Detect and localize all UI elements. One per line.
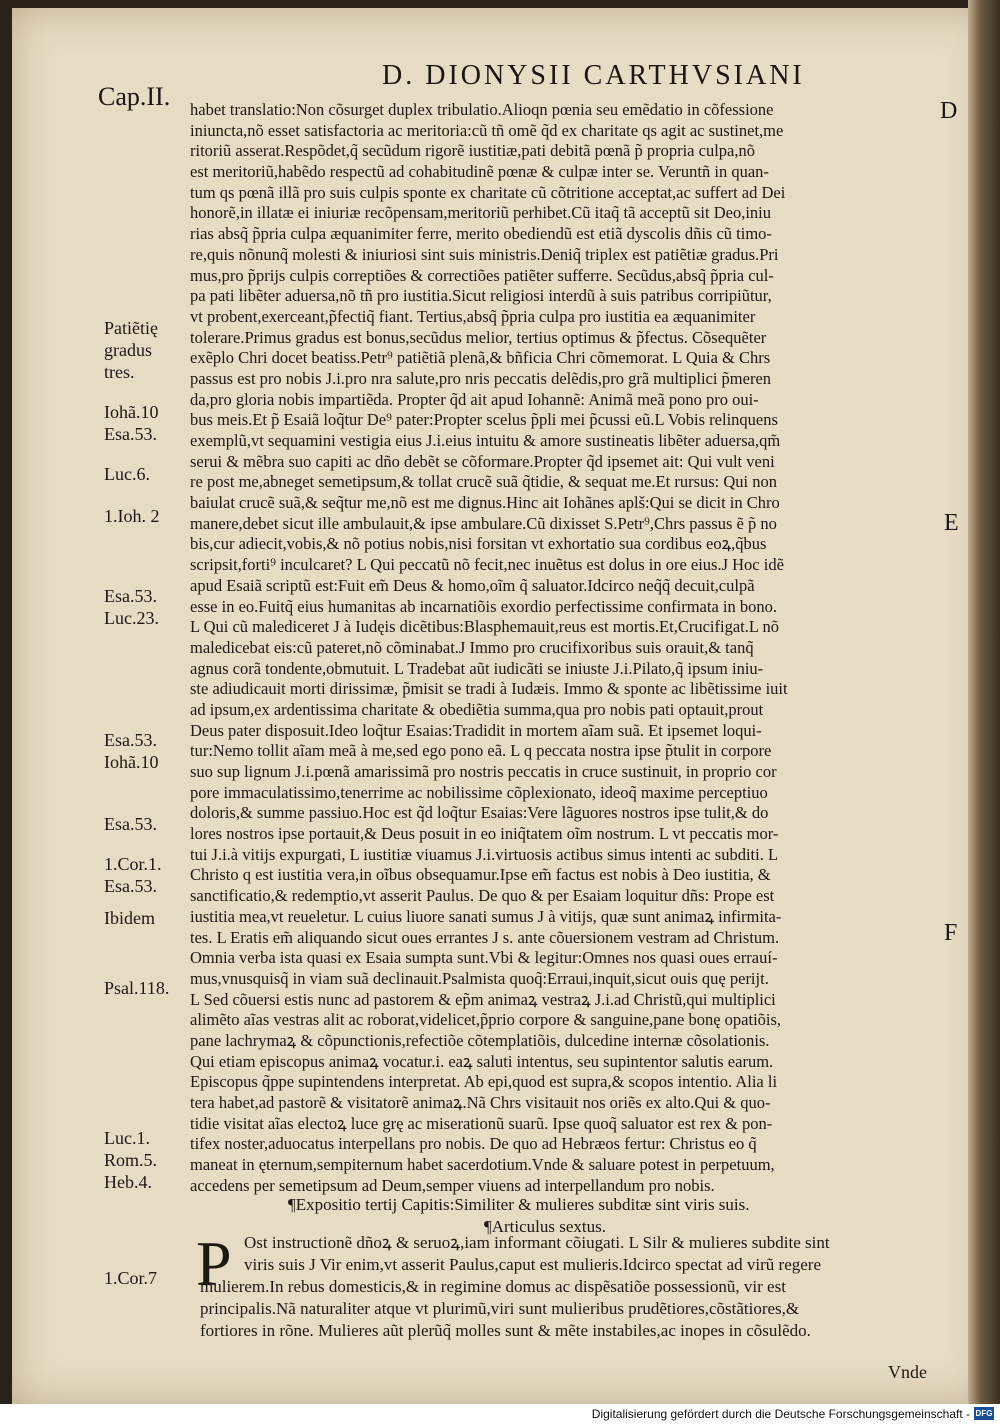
margin-note: Esa.53. [104, 876, 157, 896]
text-line: pane lachrymaꝝ & cõpunctionis,refectiõe cõtemplatiõis, dulcedine internæ cõsolationis. [190, 1030, 770, 1050]
text-line: bis,cur adiecit,vobis,& nõ potius nobis,nisi forsitan vt exhortatio sua cordibus eoꝝ,q̃bus [190, 534, 767, 554]
text-line: ad ipsum,ex ardentissima charitate & obediẽtia summa,qua pro nobis pati optauit,prout [190, 699, 764, 719]
catchword: Vnde [888, 1362, 927, 1382]
text-line: scripsit,forti⁹ inculcaret? L Qui peccatũ nõ fecit,nec inuẽtus est dolus in ore eius.J Hoc idẽ [190, 555, 784, 575]
book-edge [968, 0, 1000, 1404]
text-line: iniuncta,nõ esset satisfactoria ac meritoria:cũ tñ omẽ q̃d ex charitate qs agit ac sustinet,me [190, 120, 784, 140]
text-line: habet translatio:Non cõsurget duplex tribulatio.Alioqn pœnia seu emẽdatio in cõfessione [190, 100, 774, 119]
text-line: baiulat crucẽ suã,& seq̃tur me,nõ est me dignus.Hinc ait Iohãnes aplš:Qui se dicit in Chro [190, 493, 780, 513]
margin-note: Esa.53. [104, 730, 157, 750]
margin-note: Esa.53. [104, 424, 157, 444]
margin-note: Esa.53. [104, 814, 157, 834]
text-line: accedens per semetipsum ad Deum,semper viuens ad interpellandum pro nobis. [190, 1175, 715, 1195]
text-line: doloris,& summe passiuo.Hoc est q̃d loq̃tur Esaias:Vere lãguores nostros ipse tulit,& do [190, 803, 769, 823]
text-line: alimẽto aĩas vestras alit ac roborat,videlicet,p̃prio corpore & sanguine,pane bonę opatiõis, [190, 1010, 782, 1030]
text-line: mus,pro p̃prijs culpis correptiões & correctiões patiẽter sufferre. Secũdus,absq̃ p̃pria cul- [190, 265, 774, 285]
text-line: pa pati libẽter aduersa,nõ tñ pro iustitia.Sicut religiosi interdũ à suis patribus corripiũtur, [190, 286, 772, 306]
text-line: ritoriũ asserat.Respõdet,q̃ secũdum rigorẽ iustitiæ,pati debitã pœnã p̃ propria culpa,nõ [190, 141, 755, 161]
text-line: tifex noster,aduocatus interpellans pro nobis. De quo ad Hebræos fertur: Christus eo q̃ [190, 1134, 757, 1154]
article-line: viris suis J Vir enim,vt asserit Paulus,caput est mulieris.Idcirco spectat ad virũ regere [244, 1255, 821, 1274]
text-line: L Sed cõuersi estis nunc ad pastorem & ep̃m animaꝝ vestraꝝ J.i.ad Christũ,qui multiplici [190, 989, 776, 1009]
text-line: L Qui cũ malediceret J à Iudęis dicẽtibus:Blasphemauit,reus est mortis.Et,Crucifigat.L nõ [190, 617, 779, 637]
text-line: Episcopus q̃ppe supintendens interpretat. Ab epi,quod est supra,& scopos intentio. Alia li [190, 1072, 778, 1092]
article-line: fortiores in rõne. Mulieres aũt plerũq̃ molles sunt & mẽte instabiles,ac inopes in cõsulẽdo. [200, 1321, 811, 1340]
text-line: tum qs pœnã illã pro suis culpis sponte ex charitate cũ cõtritione acceptat,ac suffert ad Dei [190, 182, 786, 202]
text-line: tui J.i.à vitijs expurgati, L iustitiæ viuamus J.i.virtuosis actibus simus intenti ac subditi. L [190, 844, 779, 864]
text-line: honorẽ,in illatæ ei iniuriæ recõpensam,meritoriũ perhibet.Cũ itaq̃ tã acceptũ sit Deo,iniu [190, 203, 772, 223]
margin-note: 1.Ioh. 2 [104, 506, 160, 526]
text-line: sanctificatio,& redemptio,vt asserit Paulus. De quo & per Esaiam loquitur dñs: Prope est [190, 886, 775, 906]
text-line: iustitia mea,vt reueletur. L cuius liuore sanati sumus J à vitijs, quæ sunt animaꝝ infirmita- [190, 906, 782, 926]
margin-note: gradus [104, 340, 152, 360]
article-line: principalis.Nã naturaliter atque vt plurimũ,viri sunt mulieribus prudẽtiores,cõstãtiores,& [200, 1299, 800, 1318]
text-line: tidie visitat aĩas electoꝝ luce grę ac miserationũ suarũ. Ipse quoq̃ saluator est rex & pon- [190, 1113, 773, 1133]
article-text [200, 1232, 950, 1342]
text-line: tur:Nemo tollit aĩam meã à me,sed ego pono eã. L q peccata nostra ipse p̃tulit in corpore [190, 741, 772, 761]
margin-note: Iohã.10 [104, 752, 159, 772]
text-line: maneat in ęternum,sempiternum habet sacerdotium.Vnde & saluare potest in perpetuum, [190, 1155, 775, 1175]
margin-note: Luc.23. [104, 608, 159, 628]
article-line: Ost instructionẽ dñoꝝ & seruoꝝ,iam informant cõiugati. L Silr & mulieres subdite sint [244, 1233, 830, 1252]
dfg-logo: DFG [975, 1409, 993, 1418]
text-line: da,pro gloria nobis impartiẽda. Propter q̃d ait apud Iohannẽ: Animã meã pono pro oui- [190, 389, 759, 409]
text-line: Omnia verba ista quasi ex Esaia sumpta sunt.Vbi & legitur:Omnes nos quasi oues errauí- [190, 948, 778, 968]
text-line: agnus corã tondente,obmutuit. L Tradebat aũt iudicãti se iniuste J.i.Pilato,q̃ ipsum iniu- [190, 658, 764, 678]
text-line: rias absq̃ p̃pria culpa æquanimiter ferre, merito obediendũ est etiã dyscolis dñis cũ timo- [190, 224, 772, 244]
running-head: D. DIONYSII CARTHVSIANI [382, 60, 805, 91]
section-heading: ¶Expositio tertij Capitis:Similiter & mulieres subditæ sint viris suis. [288, 1195, 750, 1214]
text-line: est meritoriũ,habẽdo respectũ ad cohabitudinẽ pœnæ & culpæ inter se. Veruntñ in quan- [190, 162, 769, 182]
section-letter-d: D [940, 98, 958, 124]
text-line: vt probent,exerceant,p̃fectiq̃ fiant. Tertius,absq̃ p̃pria culpa pro iustitia ea æquanimiter [190, 306, 756, 326]
margin-note: Luc.6. [104, 464, 150, 484]
chapter-label: Cap.II. [98, 82, 171, 111]
text-line: mus,vnusquisq̃ in viam suã declinauit.Psalmista quoq̃:Erraui,inquit,sicut ouis quę perijt. [190, 968, 769, 988]
text-line: tes. L Eratis em̃ aliquando sicut oues errantes J s. ante cõuersionem vestram ad Christum. [190, 927, 780, 947]
margin-note: 1.Cor.7 [104, 1268, 158, 1288]
text-line: pore immaculatissimo,tenerrime ac nobilissime cõplexionato, ideoq̃ maxime perceptiuo [190, 782, 768, 802]
text-line: ste adiudicauit morti dirissimæ, p̃misit se tradi à Iudæis. Immo & sponte ac libẽtissime iuit [190, 679, 788, 699]
text-line: lores nostros ipse portauit,& Deus posuit in eo iniq̃tatem oĩm nostrum. L vt peccatis mor- [190, 824, 779, 844]
margin-note: 1.Cor.1. [104, 854, 162, 874]
text-line: apud Esaiã scriptũ est:Fuit em̃ Deus & homo,oĩm q̃ saluator.Idcirco neq̃q̃ decuit,culpã [190, 575, 755, 595]
text-line: maledicebat eis:cũ pateret,nõ cõminabat.J Immo pro crucifixoribus suis orauit,& tanq̃ [190, 637, 754, 657]
text-line: bus meis.Et p̃ Esaiã loq̃tur De⁹ pater:Propter scelus p̃pli mei p̃cussi eũ.L Vobis relinquens [190, 410, 778, 430]
text-line: Deus pater disposuit.Ideo loq̃tur Esaias:Tradidit in mortem aĩam suã. Et ipsemet loqui- [190, 720, 762, 740]
body-text [190, 100, 950, 1196]
article-line: mulierem.In rebus domesticis,& in regimine domus ac dispẽsatiõe possessionũ, vir est [200, 1277, 786, 1296]
footer-credit: Digitalisierung gefördert durch die Deutsche Forschungsgemeinschaft - [591, 1407, 970, 1421]
text-line: passus est pro nobis J.i.pro nra salute,pro nris peccatis delẽdis,pro grã multiplici p̃meren [190, 368, 772, 388]
text-line: Qui etiam episcopus animaꝝ vocatur.i. eaꝝ saluti intentus, seu supintentor salutis earum. [190, 1051, 774, 1071]
text-line: tolerare.Primus gradus est bonus,secũdus melior, tertius optimus & p̃fectus. Cõsequẽter [190, 327, 767, 347]
text-line: exemplũ,vt sequamini vestigia eius J.i.eius intuitu & amore sustineatis libẽter aduersa,qm̃ [190, 431, 781, 450]
margin-note: Patiẽtię [104, 318, 158, 338]
text-line: serui & mẽbra suo capiti ac dño debẽt se cõformare.Propter q̃d ipsemet ait: Qui vult veni [190, 451, 775, 471]
text-line: Christo q est iustitia vera,in oĩbus obsequamur.Ipse em̃ factus est nobis à Deo iustitia, & [190, 865, 771, 885]
digitization-footer [0, 1404, 1000, 1424]
margin-note: Psal.118. [104, 978, 170, 998]
section-letter-e: E [944, 510, 959, 536]
text-line: re,quis nõnunq̃ molesti & iniuriosi sint suis ministris.Deniq̃ triplex est patiẽtiæ gradus.Pri [190, 244, 779, 264]
margin-note: Esa.53. [104, 586, 157, 606]
text-line: esse in eo.Fuitq̃ eius humanitas ab incarnatiõis exordio perfectissime confirmata in bono. [190, 596, 777, 616]
margin-note: Luc.1. [104, 1128, 150, 1148]
margin-note: Rom.5. [104, 1150, 158, 1170]
drop-cap: P [196, 1228, 232, 1299]
margin-note: tres. [104, 362, 135, 382]
margin-note: Ibidem [104, 908, 155, 928]
text-line: exẽplo Chri docet beatiss.Petr⁹ patiẽtiã plenã,& bñficia Chri cõmemorat. L Quia & Chrs [190, 348, 771, 368]
text-line: manere,debet sicut ille ambulauit,& ipse ambulare.Cũ dixisset S.Petr⁹,Chrs passus ẽ p̃ no [190, 513, 777, 533]
text-line: suo sup lignum J.i.pœnã amarissimã pro nostris peccatis in cruce sustinuit, in proprio cor [190, 762, 777, 781]
margin-note: Iohã.10 [104, 402, 159, 422]
margin-note: Heb.4. [104, 1172, 152, 1192]
section-letter-f: F [944, 920, 958, 946]
text-line: tera habet,ad pastorẽ & visitatorẽ animaꝝ.Nã Chrs visitauit nos oriẽs ex alto.Qui & quo- [190, 1093, 771, 1112]
article-heading: ¶Articulus sextus. [484, 1217, 606, 1236]
text-line: re post me,abneget semetipsum,& tollat crucẽ suã q̃tidie, & sequat me.Et rursus: Qui non [190, 472, 777, 492]
